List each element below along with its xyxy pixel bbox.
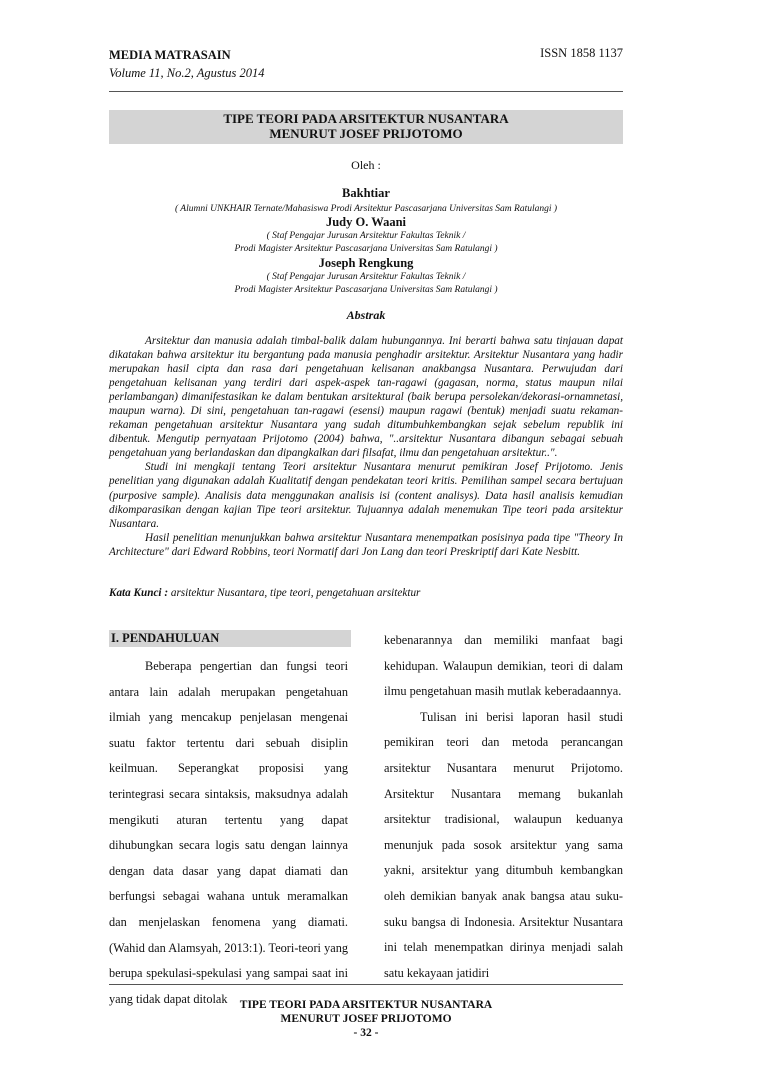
section-heading: I. PENDAHULUAN [109, 630, 351, 647]
title-line-1: TIPE TEORI PADA ARSITEKTUR NUSANTARA [223, 111, 509, 126]
keywords [109, 587, 623, 599]
page-number: - 32 - [353, 1027, 379, 1039]
keywords-label: Kata Kunci : [109, 587, 169, 599]
oleh-label: Oleh : [351, 158, 381, 172]
footer-title-1: TIPE TEORI PADA ARSITEKTUR NUSANTARA [239, 999, 493, 1011]
paper-title [109, 110, 623, 144]
footer-title-2: MENURUT JOSEF PRIJOTOMO [280, 1013, 452, 1025]
abstract-paragraph: Hasil penelitian menunjukkan bahwa arsitektur Nusantara menempatkan posisinya pada tipe "Theory In Architecture" dari Edward Robbins, teori Normatif dari Jon Lang dan teori Preskriptif dari Kate Nesbitt. [109, 531, 623, 558]
author-name: Bakhtiar [342, 186, 390, 200]
body-paragraph: kebenarannya dan memiliki manfaat bagi kehidupan. Walaupun demikian, teori di dalam ilmu pengetahuan masih mutlak keberadaannya. [384, 633, 623, 699]
left-column [109, 654, 348, 1012]
right-column [384, 628, 623, 986]
journal-volume: Volume 11, No.2, Agustus 2014 [109, 66, 265, 80]
body-paragraph: Tulisan ini berisi laporan hasil studi pemikiran teori dan metoda perancangan arsitektur Nusantara menurut Prijotomo. Arsitektur Nusantara memang bukanlah arsitektur tradisional, walaupun keduanya menunjuk pada sosok arsitektur yang sama yakni, arsitektur yang ditumbuh kembangkan oleh demikian banyak anak bangsa atau suku-suku bangsa di Indonesia. Arsitektur Nusantara ini telah menempatkan dirinya menjadi salah satu kekayaan jatidiri [384, 709, 623, 980]
keywords-text: arsitektur Nusantara, tipe teori, pengetahuan arsitektur [168, 587, 421, 599]
title-line-2: MENURUT JOSEF PRIJOTOMO [269, 126, 463, 141]
abstract-paragraph: Arsitektur dan manusia adalah timbal-balik dalam hubungannya. Ini berarti bahwa satu tinjauan dapat dikatakan bahwa arsitektur itu bergantung pada manusia penghadir arsitektur. Arsitektur Nusantara yang hadir merupakan hasil cipta dan rasa dari pengetahuan kelisanan anakbangsa Nusantara. Perwujudan dari pengetahuan kelisanan yang terdiri dari aspek-aspek tan-ragawi (gagasan, norma, status maupun nilai perlambangan) dimanifestasikan ke dalam bentukan arsitektural (baik berupa persolekan/dekorasi-ornamnetasi, maupun warna). Di sini, pengetahuan tan-ragawi (esensi) maupun ragawi (bentuk) menjadi suatu rekaman-rekaman pengetahuan arsitektur Nusantara yang sudah ditumbuhkembangkan sejak sebelum republik ini dibentuk. Mengutip pernyataan Prijotomo (2004) bahwa, "..arsitektur Nusantara dibangun sebagai sebuah pengetahuan yang berlandaskan dan dipangkalkan dari filsafat, ilmu dan pengetahuan arsitektur..". [109, 335, 623, 460]
body-paragraph: Beberapa pengertian dan fungsi teori antara lain adalah merupakan pengetahuan ilmiah yang mencakup penjelasan mengenai suatu faktor tertentu dari sebuah disiplin keilmuan. Seperangkat proposisi yang terintegrasi secara sintaksis, maksudnya adalah mengikuti aturan tertentu yang dapat dihubungkan secara logis satu dengan lainnya dengan data dasar yang dapat diamati dan berfungsi sebagai wahana untuk meramalkan dan menjelaskan fenomena yang diamati. (Wahid dan Alamsyah, 2013:1). Teori-teori yang berupa spekulasi-spekulasi yang sampai saat ini yang tidak dapat ditolak [109, 659, 348, 1006]
journal-name: MEDIA MATRASAIN [109, 48, 231, 62]
abstract-body [109, 334, 623, 559]
footer-rule [109, 984, 623, 985]
abstract-heading: Abstrak [346, 308, 386, 322]
abstract-paragraph: Studi ini mengkaji tentang Teori arsitektur Nusantara menurut pemikiran Josef Prijotomo. Jenis penelitian yang digunakan adalah Kualitatif dengan pendekatan teori kritis. Pemilihan sampel secara bertujuan (purposive sample). Analisis data menggunakan analisis isi (content analisys). Data hasil analisis kemudian dikomparasikan dengan kajian Tipe teori arsitektur. Tujuannya adalah menemukan Tipe teori pada arsitektur Nusantara. [109, 461, 623, 530]
author-name: Judy O. Waani [325, 215, 406, 229]
journal-header [109, 46, 264, 82]
header-rule [109, 91, 623, 92]
author-affiliation: ( Staf Pengajar Jurusan Arsitektur Fakultas Teknik / [266, 231, 466, 241]
author-name: Joseph Rengkung [318, 256, 414, 270]
author-affiliation: Prodi Magister Arsitektur Pascasarjana Universitas Sam Ratulangi ) [234, 244, 498, 254]
author-affiliation: ( Alumni UNKHAIR Ternate/Mahasiswa Prodi Arsitektur Pascasarjana Universitas Sam Ratulangi ) [174, 204, 558, 214]
author-affiliation: ( Staf Pengajar Jurusan Arsitektur Fakultas Teknik / [266, 272, 466, 282]
author-affiliation: Prodi Magister Arsitektur Pascasarjana Universitas Sam Ratulangi ) [234, 285, 498, 295]
issn: ISSN 1858 1137 [540, 46, 623, 60]
